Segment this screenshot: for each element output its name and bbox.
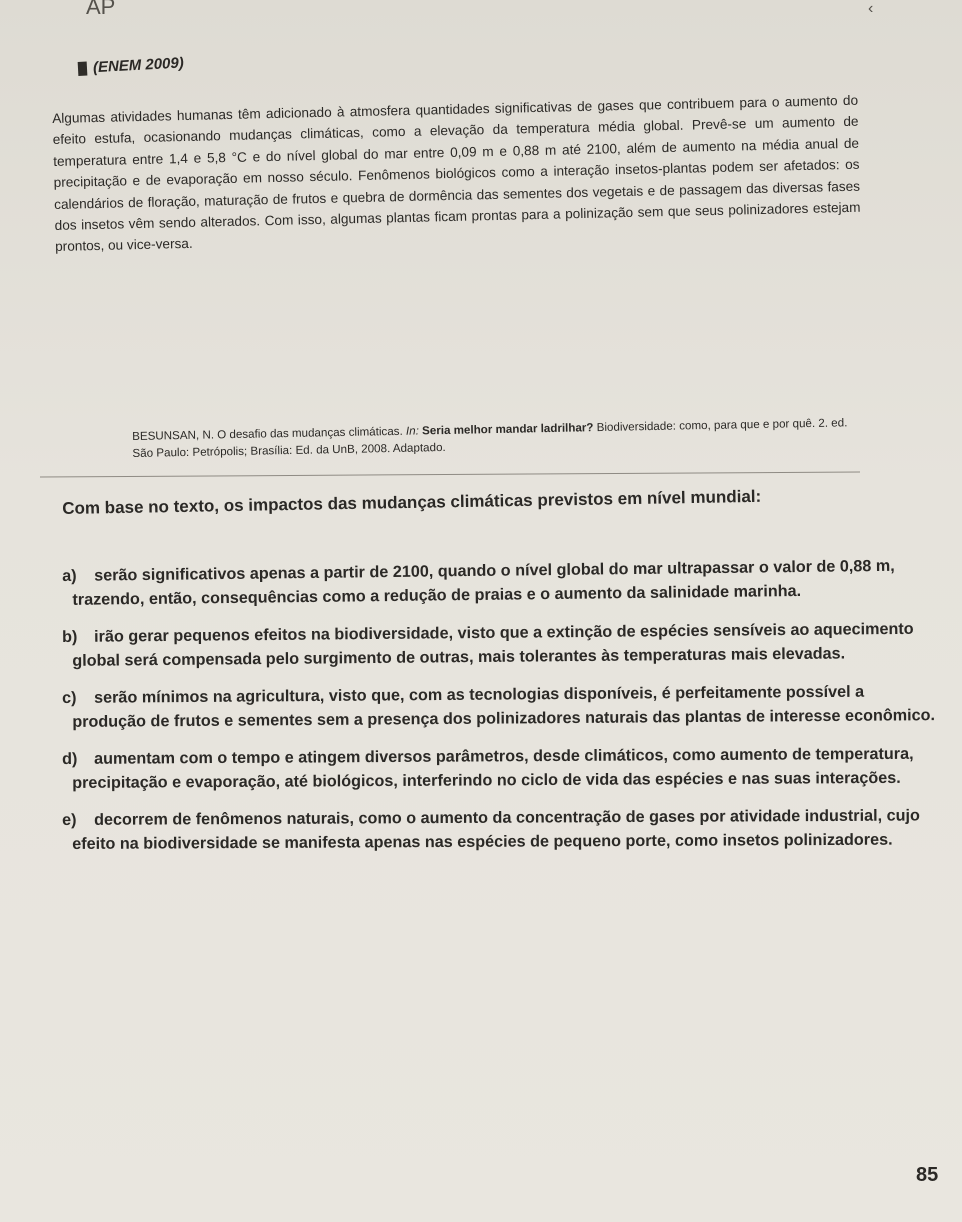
margin-mark: ‹ (868, 0, 874, 17)
source-paragraph: Algumas atividades humanas têm adicionado à atmosfera quantidades significativas de gases que contribuem para o aumento do efeito estufa, ocasionando mudanças climáticas, como a elevação da temperatura média global. Prevê-se um aumento de temperatura entre 1,4 e 5,8 °C e do nível global do mar entre 0,09 m e 0,88 m até 2100, além de aumento na média anual de precipitação e de evaporação em nosso século. Fenômenos biológicos como a interação insetos-plantas podem ser afetados: os calendários de floração, maturação de frutos e quebra de dormência das sementes dos vegetais e de passagem das diversas fases dos insetos vêm sendo alterados. Com isso, algumas plantas ficam prontas para a polinização sem que seus polinizadores estejam prontos, ou vice-versa. (52, 92, 861, 255)
option-letter: e) (62, 810, 77, 829)
question-header (78, 54, 185, 77)
option-d[interactable] (62, 742, 942, 795)
option-text: serão mínimos na agricultura, visto que, com as tecnologias disponíveis, é perfeitamente possível a produção de frutos e sementes sem a presença dos polinizadores naturais das plantas de interesse econômico. (72, 682, 936, 731)
option-e[interactable] (62, 803, 942, 856)
citation-details: Biodiversidade: como, para que e por quê. 2. ed. São Paulo: Petrópolis; Brasília: Ed. da UnB, 2008. Adaptado. (132, 416, 848, 460)
option-letter: b) (62, 627, 78, 646)
top-margin-text: AP (86, 0, 116, 19)
source-text (52, 90, 861, 258)
divider (40, 471, 860, 477)
option-a[interactable] (62, 553, 943, 612)
exam-source: (ENEM 2009) (92, 54, 185, 77)
citation-author: BESUNSAN, N. O desafio das mudanças climáticas. (132, 424, 407, 443)
option-letter: a) (62, 566, 77, 585)
option-letter: c) (62, 688, 77, 707)
citation (132, 414, 859, 462)
bullet-square-icon (78, 61, 88, 75)
option-c[interactable] (62, 679, 942, 734)
option-text: serão significativos apenas a partir de 2100, quando o nível global do mar ultrapassar o valor de 0,88 m, trazendo, então, consequências como a redução de praias e o aumento da salinidade marinha. (72, 556, 895, 609)
citation-in: In: (405, 424, 423, 438)
option-text: decorrem de fenômenos naturais, como o aumento da concentração de gases por atividade industrial, cujo efeito na biodiversidade se manifesta apenas nas espécies de pequeno porte, como insetos polinizadores. (72, 806, 920, 853)
page-number: 85 (916, 1164, 939, 1186)
option-text: irão gerar pequenos efeitos na biodiversidade, visto que a extinção de espécies sensíveis ao aquecimento global será compensada pelo surgimento de outras, mais tolerantes às temperaturas mais elevadas. (72, 619, 914, 670)
question-stem: Com base no texto, os impactos das mudanças climáticas previstos em nível mundial: (62, 486, 762, 518)
option-b[interactable] (62, 617, 942, 673)
option-text: aumentam com o tempo e atingem diversos parâmetros, desde climáticos, como aumento de temperatura, precipitação e evaporação, até biológicos, interferindo no ciclo de vida das espécies e nas suas interações. (72, 744, 914, 792)
citation-book-title: Seria melhor mandar ladrilhar? (421, 421, 594, 438)
answer-options (62, 556, 942, 869)
option-letter: d) (62, 749, 78, 768)
